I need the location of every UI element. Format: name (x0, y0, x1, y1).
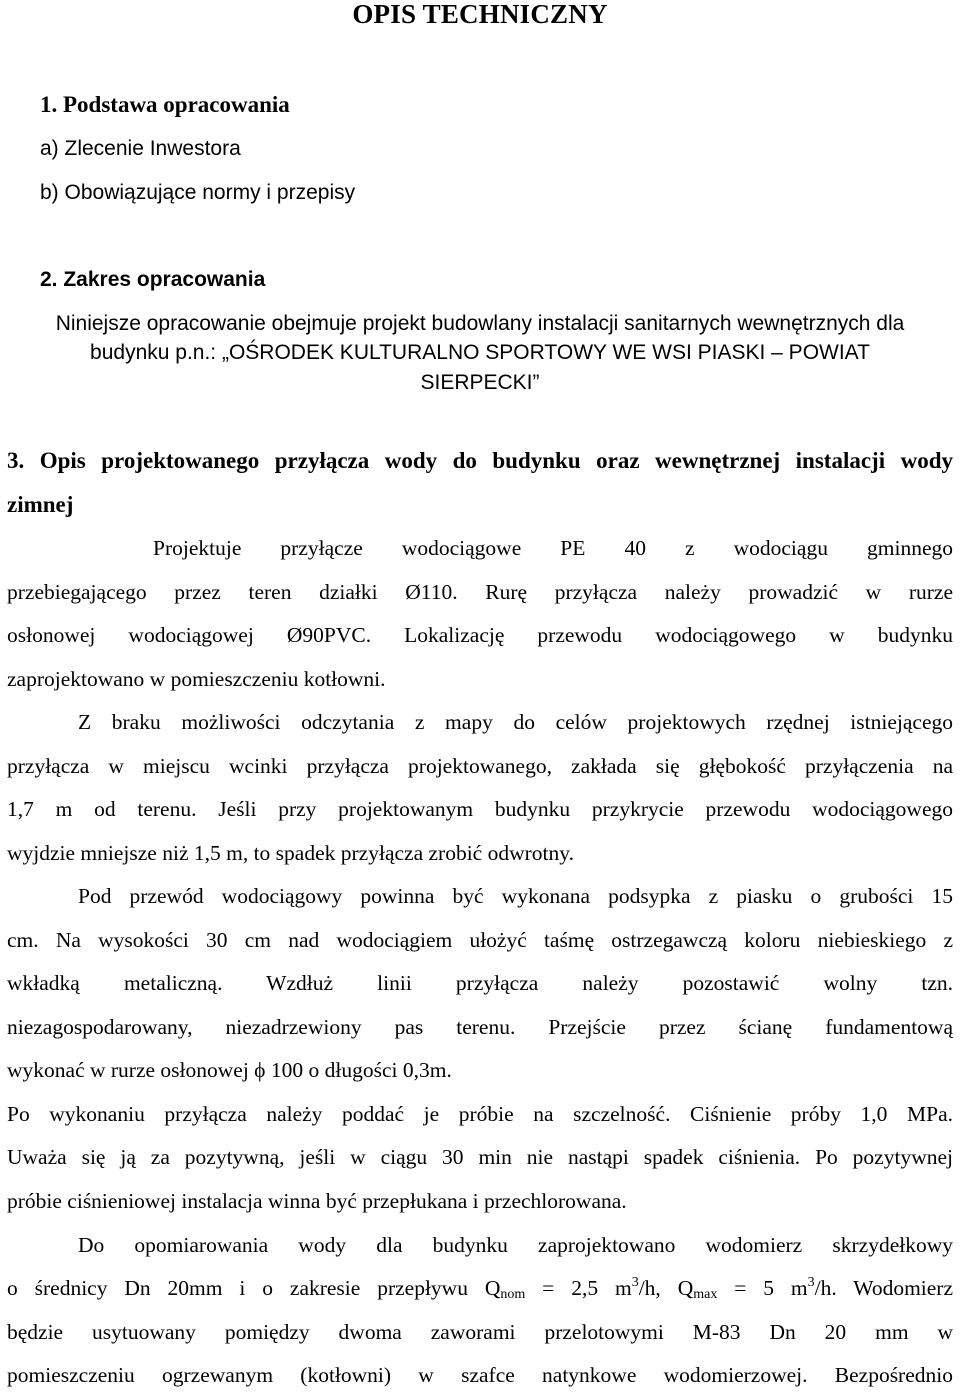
paragraph-3-line-5: wykonać w rurze osłonowej ϕ 100 o długości 0,3m. (7, 1058, 452, 1082)
paragraph-5-line-2-text-d: = 5 m (717, 1276, 808, 1300)
section-2-heading: 2. Zakres opracowania (40, 268, 266, 291)
paragraph-5-line-3: będzie usytuowany pomiędzy dwoma zaworami przelotowymi M-83 Dn 20 mm w (7, 1320, 953, 1344)
paragraph-4-line-2: Uważa się ją za pozytywną, jeśli w ciągu 30 min nie nastąpi spadek ciśnienia. Po pozytywnej (7, 1145, 953, 1169)
section-2-line-2: budynku p.n.: „OŚRODEK KULTURALNO SPORTOWY WE WSI PIASKI – POWIAT (90, 341, 870, 364)
paragraph-5-line-2-text-c: /h, Q (638, 1276, 694, 1300)
q-nom-subscript: nom (500, 1287, 526, 1302)
paragraph-3-line-4: niezagospodarowany, niezadrzewiony pas terenu. Przejście przez ścianę fundamentową (7, 1015, 953, 1039)
paragraph-1-line-1: Projektuje przyłącze wodociągowe PE 40 z wodociągu gminnego (153, 536, 953, 560)
paragraph-3-line-2: cm. Na wysokości 30 cm nad wodociągiem ułożyć taśmę ostrzegawczą koloru niebieskiego z (7, 928, 953, 952)
section-1-item-b: b) Obowiązujące normy i przepisy (40, 181, 356, 204)
section-3-heading-line-2: zimnej (7, 492, 74, 517)
paragraph-4-line-3: próbie ciśnieniowej instalacja winna być przepłukana i przechlorowana. (7, 1189, 627, 1213)
section-1-item-a: a) Zlecenie Inwestora (40, 137, 241, 160)
paragraph-1-line-4: zaprojektowano w pomieszczeniu kotłowni. (7, 667, 386, 691)
q-max-subscript: max (693, 1287, 718, 1302)
paragraph-4-line-1: Po wykonaniu przyłącza należy poddać je próbie na szczelność. Ciśnienie próby 1,0 MPa. (7, 1102, 953, 1126)
section-2-line-3: SIERPECKI” (420, 371, 540, 394)
paragraph-2-line-4: wyjdzie mniejsze niż 1,5 m, to spadek przyłącza zrobić odwrotny. (7, 841, 574, 865)
paragraph-5-line-2 (7, 1273, 953, 1303)
paragraph-5-line-2-text-e: /h. Wodomierz (814, 1276, 954, 1300)
section-1-heading: 1. Podstawa opracowania (40, 92, 290, 117)
paragraph-3-line-1: Pod przewód wodociągowy powinna być wykonana podsypka z piasku o grubości 15 (78, 884, 953, 908)
paragraph-2-line-3: 1,7 m od terenu. Jeśli przy projektowanym budynku przykrycie przewodu wodociągowego (7, 797, 953, 821)
cubic-superscript-2: 3 (807, 1275, 815, 1290)
section-3-heading-line-1: 3. Opis projektowanego przyłącza wody do budynku oraz wewnętrznej instalacji wody (7, 448, 953, 473)
paragraph-1-line-2: przebiegającego przez teren działki Ø110. Rurę przyłącza należy prowadzić w rurze (7, 580, 953, 604)
cubic-superscript-1: 3 (631, 1275, 639, 1290)
paragraph-5-line-2-text-a: o średnicy Dn 20mm i o zakresie przepływu Q (7, 1276, 501, 1300)
paragraph-5-line-4: pomieszczeniu ogrzewanym (kotłowni) w szafce natynkowe wodomierzowej. Bezpośrednio (7, 1363, 953, 1387)
paragraph-1-line-3: osłonowej wodociągowej Ø90PVC. Lokalizację przewodu wodociągowego w budynku (7, 623, 953, 647)
paragraph-5-line-1: Do opomiarowania wody dla budynku zaprojektowano wodomierz skrzydełkowy (78, 1233, 953, 1257)
paragraph-3-line-3: wkładką metaliczną. Wzdłuż linii przyłącza należy pozostawić wolny tzn. (7, 971, 953, 995)
paragraph-2-line-1: Z braku możliwości odczytania z mapy do celów projektowych rzędnej istniejącego (78, 710, 953, 734)
paragraph-5-line-2-text-b: = 2,5 m (525, 1276, 632, 1300)
section-2-line-1: Niniejsze opracowanie obejmuje projekt budowlany instalacji sanitarnych wewnętrznych dla (55, 312, 905, 335)
paragraph-2-line-2: przyłącza w miejscu wcinki przyłącza projektowanego, zakłada się głębokość przyłączenia na (7, 754, 953, 778)
document-title: OPIS TECHNICZNY (352, 0, 608, 29)
